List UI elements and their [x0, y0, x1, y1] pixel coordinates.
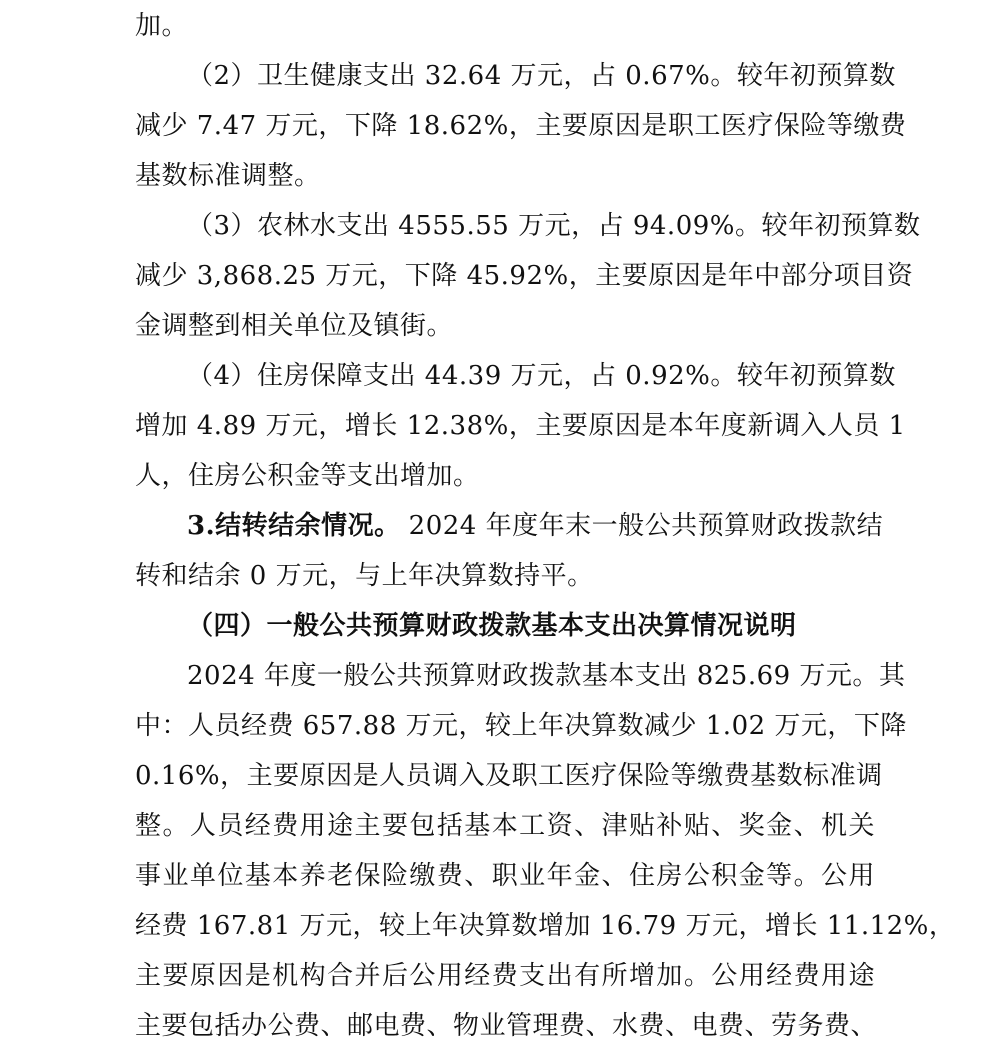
- section-lead-bold: 3.结转结余情况。: [187, 511, 401, 541]
- paragraph-line: 整。人员经费用途主要包括基本工资、津贴补贴、奖金、机关: [135, 811, 875, 841]
- paragraph-line: 减少 3,868.25 万元，下降 45.92%，主要原因是年中部分项目资: [135, 261, 914, 291]
- paragraph-line: 0.16%，主要原因是人员调入及职工医疗保险等缴费基数标准调: [135, 761, 883, 791]
- paragraph-line: （2）卫生健康支出 32.64 万元，占 0.67%。较年初预算数: [187, 61, 896, 91]
- paragraph-line: 转和结余 0 万元，与上年决算数持平。: [135, 561, 594, 591]
- paragraph-line: 人，住房公积金等支出增加。: [135, 461, 480, 491]
- paragraph-line: [187, 509, 884, 559]
- paragraph-line: 事业单位基本养老保险缴费、职业年金、住房公积金等。公用: [135, 861, 875, 891]
- paragraph-line: 主要原因是机构合并后公用经费支出有所增加。公用经费用途: [135, 961, 875, 991]
- paragraph-line: 加。: [135, 11, 189, 41]
- paragraph-line: 经费 167.81 万元，较上年决算数增加 16.79 万元，增长 11.12%，: [135, 911, 956, 941]
- paragraph-line: 2024 年度一般公共预算财政拨款基本支出 825.69 万元。其: [187, 661, 906, 691]
- paragraph-line: 金调整到相关单位及镇街。: [135, 311, 454, 341]
- paragraph-line: 减少 7.47 万元，下降 18.62%，主要原因是职工医疗保险等缴费: [135, 111, 907, 141]
- paragraph-line: 中：人员经费 657.88 万元，较上年决算数减少 1.02 万元，下降: [135, 711, 907, 741]
- paragraph-text: 2024 年度年末一般公共预算财政拨款结: [408, 511, 884, 541]
- paragraph-line: （3）农林水支出 4555.55 万元，占 94.09%。较年初预算数: [187, 211, 921, 241]
- paragraph-line: 主要包括办公费、邮电费、物业管理费、水费、电费、劳务费、: [135, 1011, 878, 1041]
- section-heading: （四）一般公共预算财政拨款基本支出决算情况说明: [187, 611, 797, 641]
- paragraph-line: 基数标准调整。: [135, 161, 321, 191]
- paragraph-line: （4）住房保障支出 44.39 万元，占 0.92%。较年初预算数: [187, 361, 896, 391]
- paragraph-line: 增加 4.89 万元，增长 12.38%，主要原因是本年度新调入人员 1: [135, 411, 906, 441]
